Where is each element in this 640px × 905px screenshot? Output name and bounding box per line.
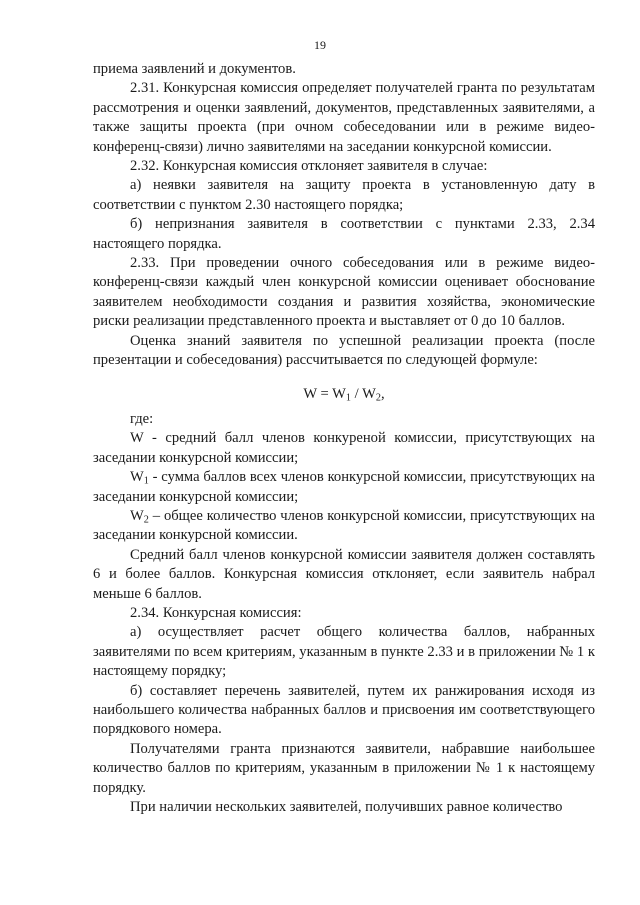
paragraph-2-34-a: а) осуществляет расчет общего количества баллов, набранных заявителями по всем критериям, указанным в пункте 2.33 и в приложении № 1 к настоящему порядку;: [93, 624, 595, 680]
formula: [93, 385, 595, 404]
definition-text: - сумма баллов всех членов конкурсной комиссии, присутствующих на заседании конкурсной комиссии;: [93, 469, 595, 505]
paragraph-continuation: приема заявлений и документов.: [93, 61, 296, 77]
definition-subscript: 2: [143, 514, 149, 526]
definition-w: [93, 429, 595, 468]
formula-lhs: W = W: [303, 385, 346, 402]
paragraph-2-32-b: б) непризнания заявителя в соответствии с пунктами 2.33, 2.34 настоящего порядка.: [93, 216, 595, 252]
definition-symbol: W: [130, 507, 144, 524]
paragraph-equal-score: При наличии нескольких заявителей, получивших равное количество: [130, 799, 563, 816]
paragraph-average-score: Средний балл членов конкурсной комиссии заявителя должен составлять 6 и более баллов. Конкурсная комиссия отклоняет, если заявитель набрал меньше 6 баллов.: [93, 546, 595, 602]
paragraph-2-32-a: а) неявки заявителя на защиту проекта в установленную дату в соответствии с пунктом 2.30 настоящего порядка;: [93, 177, 595, 213]
paragraph-2-34: 2.34. Конкурсная комиссия:: [130, 604, 302, 621]
definition-subscript: 1: [143, 475, 149, 487]
formula-mid: / W: [351, 385, 376, 402]
formula-sub-2: 2: [375, 392, 381, 404]
formula-end: ,: [381, 385, 385, 402]
page-body: [93, 60, 595, 817]
paragraph-2-31: 2.31. Конкурсная комиссия определяет получателей гранта по результатам рассмотрения и оценки заявлений, документов, представленных заявителями, а также защиты проекта (при очном собеседовании или в режиме видео-конференц-связи) лично заявителями на заседании конкурсной комиссии.: [93, 80, 595, 155]
paragraph-2-32: 2.32. Конкурсная комиссия отклоняет заявителя в случае:: [130, 158, 488, 175]
paragraph-where: где:: [130, 410, 154, 427]
page-number: 19: [314, 38, 326, 52]
definition-w2: [93, 507, 595, 546]
definition-w1: [93, 468, 595, 507]
definition-text: - средний балл членов конкуреной комиссии, присутствующих на заседании конкурсной комиссии;: [93, 430, 595, 466]
definition-symbol: W: [130, 430, 144, 447]
formula-sub-1: 1: [345, 392, 352, 404]
paragraph-2-33: 2.33. При проведении очного собеседования или в режиме видео-конференц-связи каждый член конкурсной комиссии оценивает обоснование заявителем необходимости создания и развития хозяйства, экономические риски реализации представленного проекта и выставляет от 0 до 10 баллов.: [93, 255, 595, 330]
paragraph-formula-intro: Оценка знаний заявителя по успешной реализации проекта (после презентации и собеседования) рассчитывается по следующей формуле:: [93, 332, 595, 369]
definition-text: – общее количество членов конкурсной комиссии, присутствующих на заседании конкурсной комиссии.: [93, 507, 595, 544]
definition-symbol: W: [130, 469, 144, 486]
paragraph-2-34-b: б) составляет перечень заявителей, путем их ранжирования исходя из наибольшего количества набранных баллов и присвоения им соответствующего порядкового номера.: [93, 682, 595, 738]
paragraph-grant-recipients: Получателями гранта признаются заявители, набравшие наибольшее количество баллов по критериям, указанным в приложении № 1 к настоящему порядку.: [93, 740, 595, 796]
